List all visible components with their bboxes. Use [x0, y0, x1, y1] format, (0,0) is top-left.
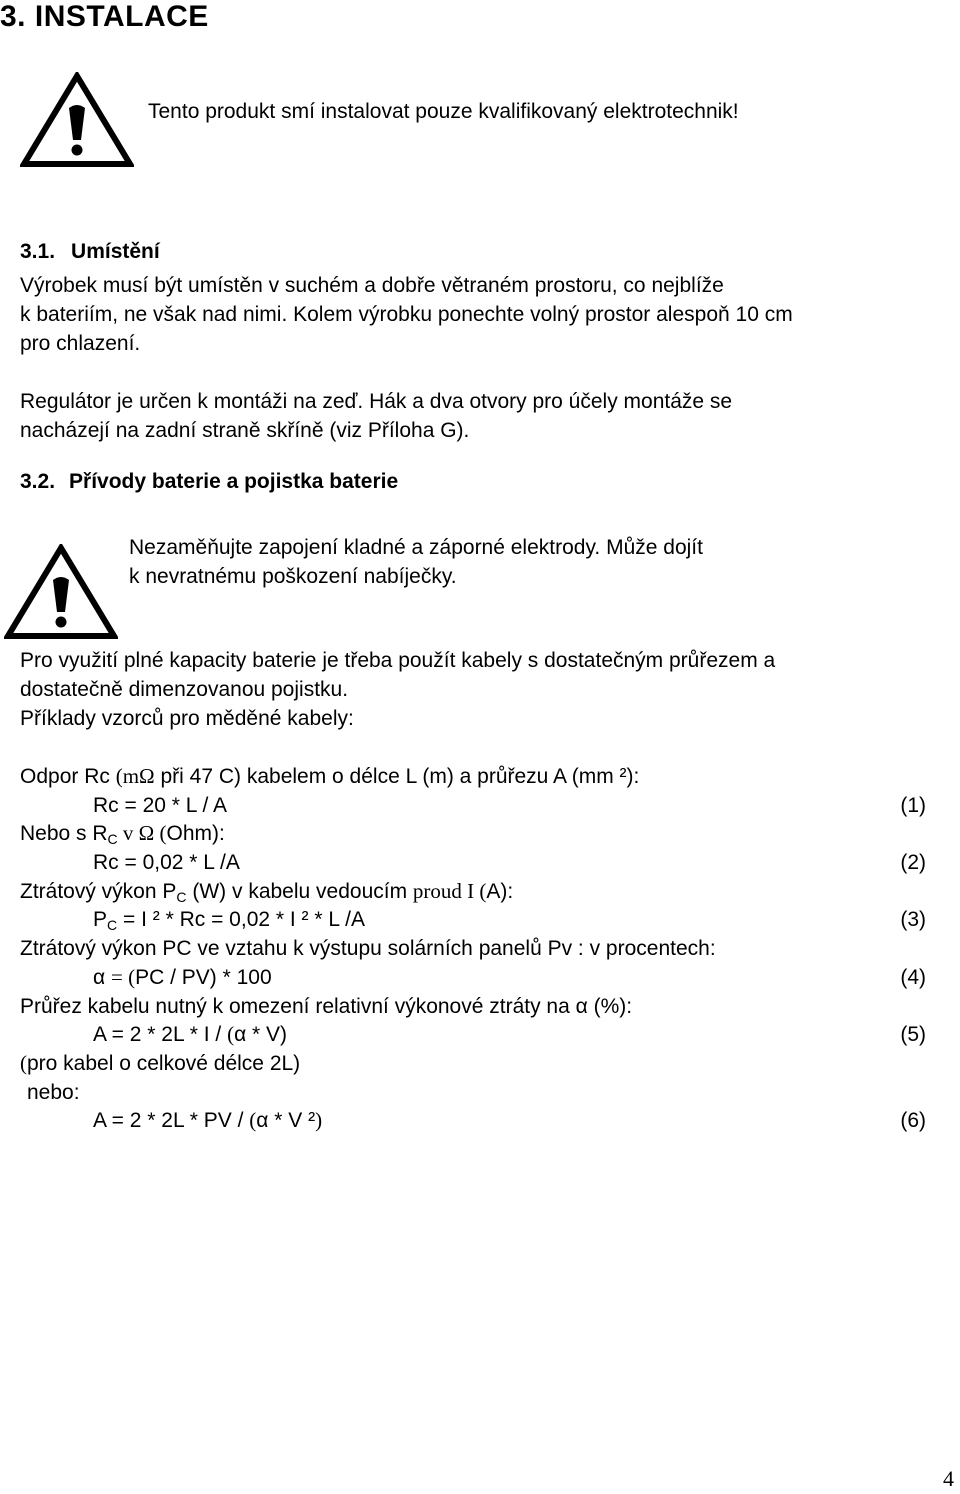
- resistance-definition: [20, 762, 639, 791]
- page-number: 4: [943, 1466, 954, 1491]
- section-title: Přívody baterie a pojistka baterie: [69, 470, 399, 493]
- text-part: α * V ²: [256, 1109, 316, 1132]
- formula-3: [93, 905, 365, 936]
- text-part: (mΩ: [115, 764, 155, 788]
- section-3-2-heading: [20, 470, 398, 494]
- text-part: Ztrátový výkon P: [20, 880, 177, 903]
- cross-section-definition: Průřez kabelu nutný k omezení relativní výkonové ztráty na α (%):: [20, 995, 633, 1018]
- subscript: C: [107, 831, 118, 847]
- text-part: (: [20, 1051, 27, 1075]
- cable-length-note: [20, 1049, 300, 1078]
- text-part: α * V): [234, 1023, 288, 1046]
- text-part: v Ω (: [117, 821, 167, 845]
- polarity-warning-line: Nezaměňujte zapojení kladné a záporné elektrody. Může dojít: [129, 536, 703, 559]
- subscript: C: [176, 889, 187, 905]
- cable-paragraph-line: Pro využití plné kapacity baterie je třeba použít kabely s dostatečným průřezem a: [20, 649, 776, 672]
- formula-number-2: (2): [900, 851, 926, 874]
- text-part: α: [93, 966, 111, 989]
- formula-2: Rc = 0,02 * L /A: [93, 851, 240, 874]
- text-part: (: [227, 1022, 235, 1046]
- mounting-paragraph-line: nacházejí na zadní straně skříně (viz Příloha G).: [20, 419, 470, 442]
- formula-number-6: (6): [900, 1109, 926, 1132]
- installer-warning-text: Tento produkt smí instalovat pouze kvalifikovaný elektrotechnik!: [148, 100, 739, 123]
- formula-number-1: (1): [900, 794, 926, 817]
- formula-number-3: (3): [900, 908, 926, 931]
- text-part: A = 2 * 2L * PV /: [93, 1109, 250, 1132]
- formula-number-4: (4): [900, 966, 926, 989]
- placement-paragraph-line: Výrobek musí být umístěn v suchém a dobře větraném prostoru, co nejblíže: [20, 274, 724, 297]
- section-number: 3.1.: [20, 240, 56, 263]
- text-part: (W) v kabelu vedoucím: [186, 880, 413, 903]
- ohm-definition: [20, 819, 225, 850]
- text-part: ): [315, 1108, 323, 1132]
- power-loss-percent-definition: Ztrátový výkon PC ve vztahu k výstupu solárních panelů Pv : v procentech:: [20, 937, 716, 960]
- text-part: pro kabel o celkové délce 2L): [27, 1052, 301, 1075]
- formula-5: [93, 1020, 287, 1049]
- warning-icon: [20, 72, 134, 168]
- text-part: Nebo s R: [20, 822, 108, 845]
- section-title: Umístění: [71, 240, 160, 263]
- text-part: Ohm):: [166, 822, 225, 845]
- formula-6: [93, 1106, 322, 1135]
- warning-icon: [4, 544, 118, 640]
- power-loss-definition: [20, 877, 513, 908]
- text-part: = (: [110, 965, 136, 989]
- text-part: PC / PV) * 100: [135, 966, 272, 989]
- text-part: při 47 C) kabelem o délce L (m) a průřezu A (mm ²):: [154, 765, 640, 788]
- text-part: P: [93, 908, 108, 931]
- or-label: nebo:: [27, 1081, 80, 1104]
- polarity-warning-line: k nevratnému poškození nabíječky.: [129, 565, 457, 588]
- placement-paragraph-line: pro chlazení.: [20, 332, 141, 355]
- text-part: Odpor Rc: [20, 765, 116, 788]
- text-part: (: [249, 1108, 257, 1132]
- mounting-paragraph-line: Regulátor je určen k montáži na zeď. Hák a dva otvory pro účely montáže se: [20, 390, 733, 413]
- text-part: A = 2 * 2L * I /: [93, 1023, 228, 1046]
- formula-1: Rc = 20 * L / A: [93, 794, 228, 817]
- formula-4: [93, 963, 272, 992]
- section-number: 3.2.: [20, 470, 56, 493]
- placement-paragraph-line: k bateriím, ne však nad nimi. Kolem výrobku ponechte volný prostor alespoň 10 cm: [20, 303, 793, 326]
- subscript: C: [107, 917, 118, 933]
- formula-number-5: (5): [900, 1023, 926, 1046]
- text-part: = I ² * Rc = 0,02 * I ² * L /A: [117, 908, 365, 931]
- cable-paragraph-line: dostatečně dimenzovanou pojistku.: [20, 678, 349, 701]
- cable-paragraph-line: Příklady vzorců pro měděné kabely:: [20, 707, 354, 730]
- page-heading: 3. INSTALACE: [0, 0, 209, 33]
- text-part: proud I (: [412, 879, 487, 903]
- section-3-1-heading: [20, 240, 160, 264]
- text-part: A):: [486, 880, 514, 903]
